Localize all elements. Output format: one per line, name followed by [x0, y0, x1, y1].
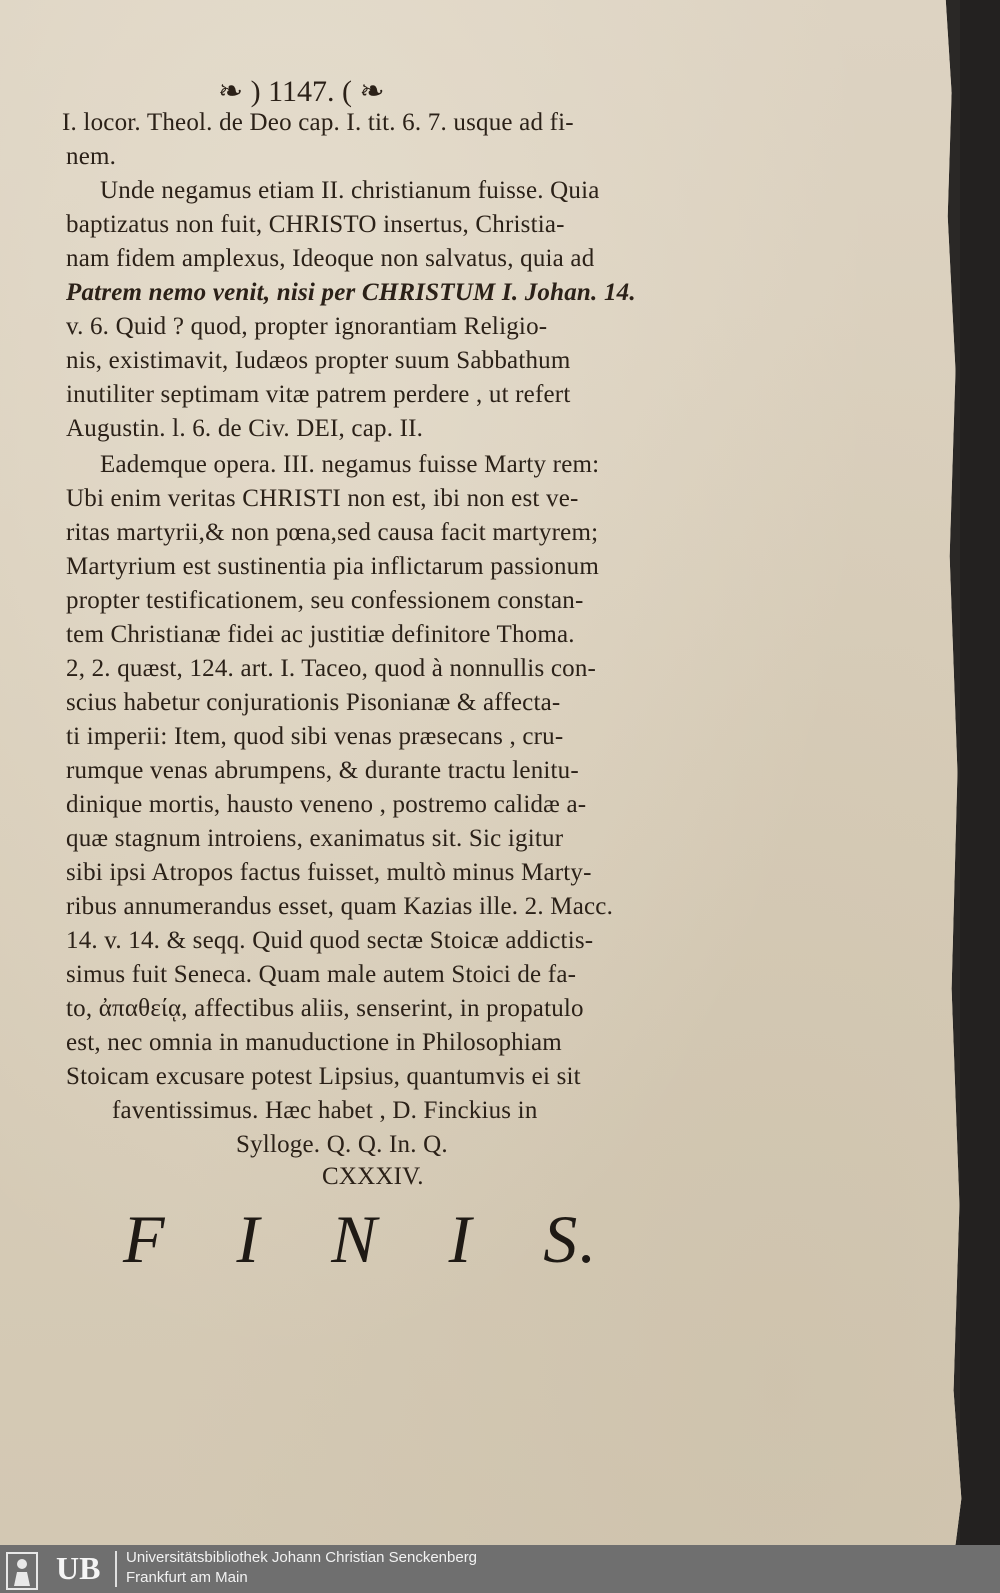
text-line: dinique mortis, hausto veneno , postremo calidæ a- [66, 791, 587, 818]
finis-letter: I [448, 1201, 474, 1277]
text-line: CXXXIV. [322, 1163, 424, 1190]
logo-divider [115, 1551, 117, 1587]
text-line: rumque venas abrumpens, & durante tractu lenitu- [66, 757, 579, 784]
text-line: faventissimus. Hæc habet , D. Finckius in [112, 1097, 538, 1124]
text-line: v. 6. Quid ? quod, propter ignorantiam Religio- [66, 313, 548, 340]
text-line: ti imperii: Item, quod sibi venas præsecans , cru- [66, 723, 564, 750]
text-line: 14. v. 14. & seqq. Quid quod sectæ Stoicæ addictis- [66, 927, 594, 954]
text-line: Ubi enim veritas CHRISTI non est, ibi non est ve- [66, 485, 579, 512]
finis-letter: N [331, 1201, 379, 1277]
text-line: to, ἀπαθείᾳ, affectibus aliis, senserint, in propatulo [66, 995, 584, 1022]
finis-heading [123, 1200, 598, 1279]
text-line: Augustin. l. 6. de Civ. DEI, cap. II. [66, 415, 424, 442]
page-header: ❧ ) 1147. ( ❧ [218, 75, 385, 108]
text-line: 2, 2. quæst, 124. art. I. Taceo, quod à nonnullis con- [66, 655, 597, 682]
text-line: ritas martyrii,& non pœna,sed causa facit martyrem; [66, 519, 599, 546]
text-line: nem. [66, 143, 117, 170]
text-line: Martyrium est sustinentia pia inflictarum passionum [66, 553, 600, 580]
text-line: scius habetur conjurationis Pisonianæ & affecta- [66, 689, 561, 716]
library-name: Universitätsbibliothek Johann Christian Senckenberg [126, 1549, 478, 1566]
text-line: propter testificationem, seu confessionem constan- [66, 587, 584, 614]
text-line: quæ stagnum introiens, exanimatus sit. Sic igitur [66, 825, 564, 852]
text-line: ribus annumerandus esset, quam Kazias ille. 2. Macc. [66, 893, 614, 920]
text-line: inutiliter septimam vitæ patrem perdere , ut refert [66, 381, 571, 408]
text-line: est, nec omnia in manuductione in Philosophiam [66, 1029, 562, 1056]
text-line: Unde negamus etiam II. christianum fuisse. Quia [100, 177, 600, 204]
library-logo: UB [56, 1550, 101, 1586]
text-line: Sylloge. Q. Q. In. Q. [236, 1131, 448, 1158]
text-line: baptizatus non fuit, CHRISTO insertus, Christia- [66, 211, 565, 238]
text-line: Stoicam excusare potest Lipsius, quantumvis ei sit [66, 1063, 581, 1090]
text-line: tem Christianæ fidei ac justitiæ definitore Thoma. [66, 621, 575, 648]
library-footer [0, 1545, 1000, 1593]
finis-letter: S. [543, 1201, 599, 1277]
text-line: simus fuit Seneca. Quam male autem Stoici de fa- [66, 961, 577, 988]
text-line: Patrem nemo venit, nisi per CHRISTUM I. Johan. 14. [66, 279, 636, 306]
text-line: nam fidem amplexus, Ideoque non salvatus, quia ad [66, 245, 595, 272]
text-line: I. locor. Theol. de Deo cap. I. tit. 6. 7. usque ad fi- [62, 109, 574, 136]
library-city: Frankfurt am Main [126, 1569, 248, 1586]
text-line: nis, existimavit, Iudæos propter suum Sabbathum [66, 347, 571, 374]
finis-letter: F [123, 1201, 167, 1277]
text-line: Eademque opera. III. negamus fuisse Marty rem: [100, 451, 600, 478]
finis-letter: I [236, 1201, 262, 1277]
text-line: sibi ipsi Atropos factus fuisset, multò minus Marty- [66, 859, 592, 886]
library-seal-icon [6, 1552, 38, 1590]
scan-background-edge [960, 0, 1000, 1545]
